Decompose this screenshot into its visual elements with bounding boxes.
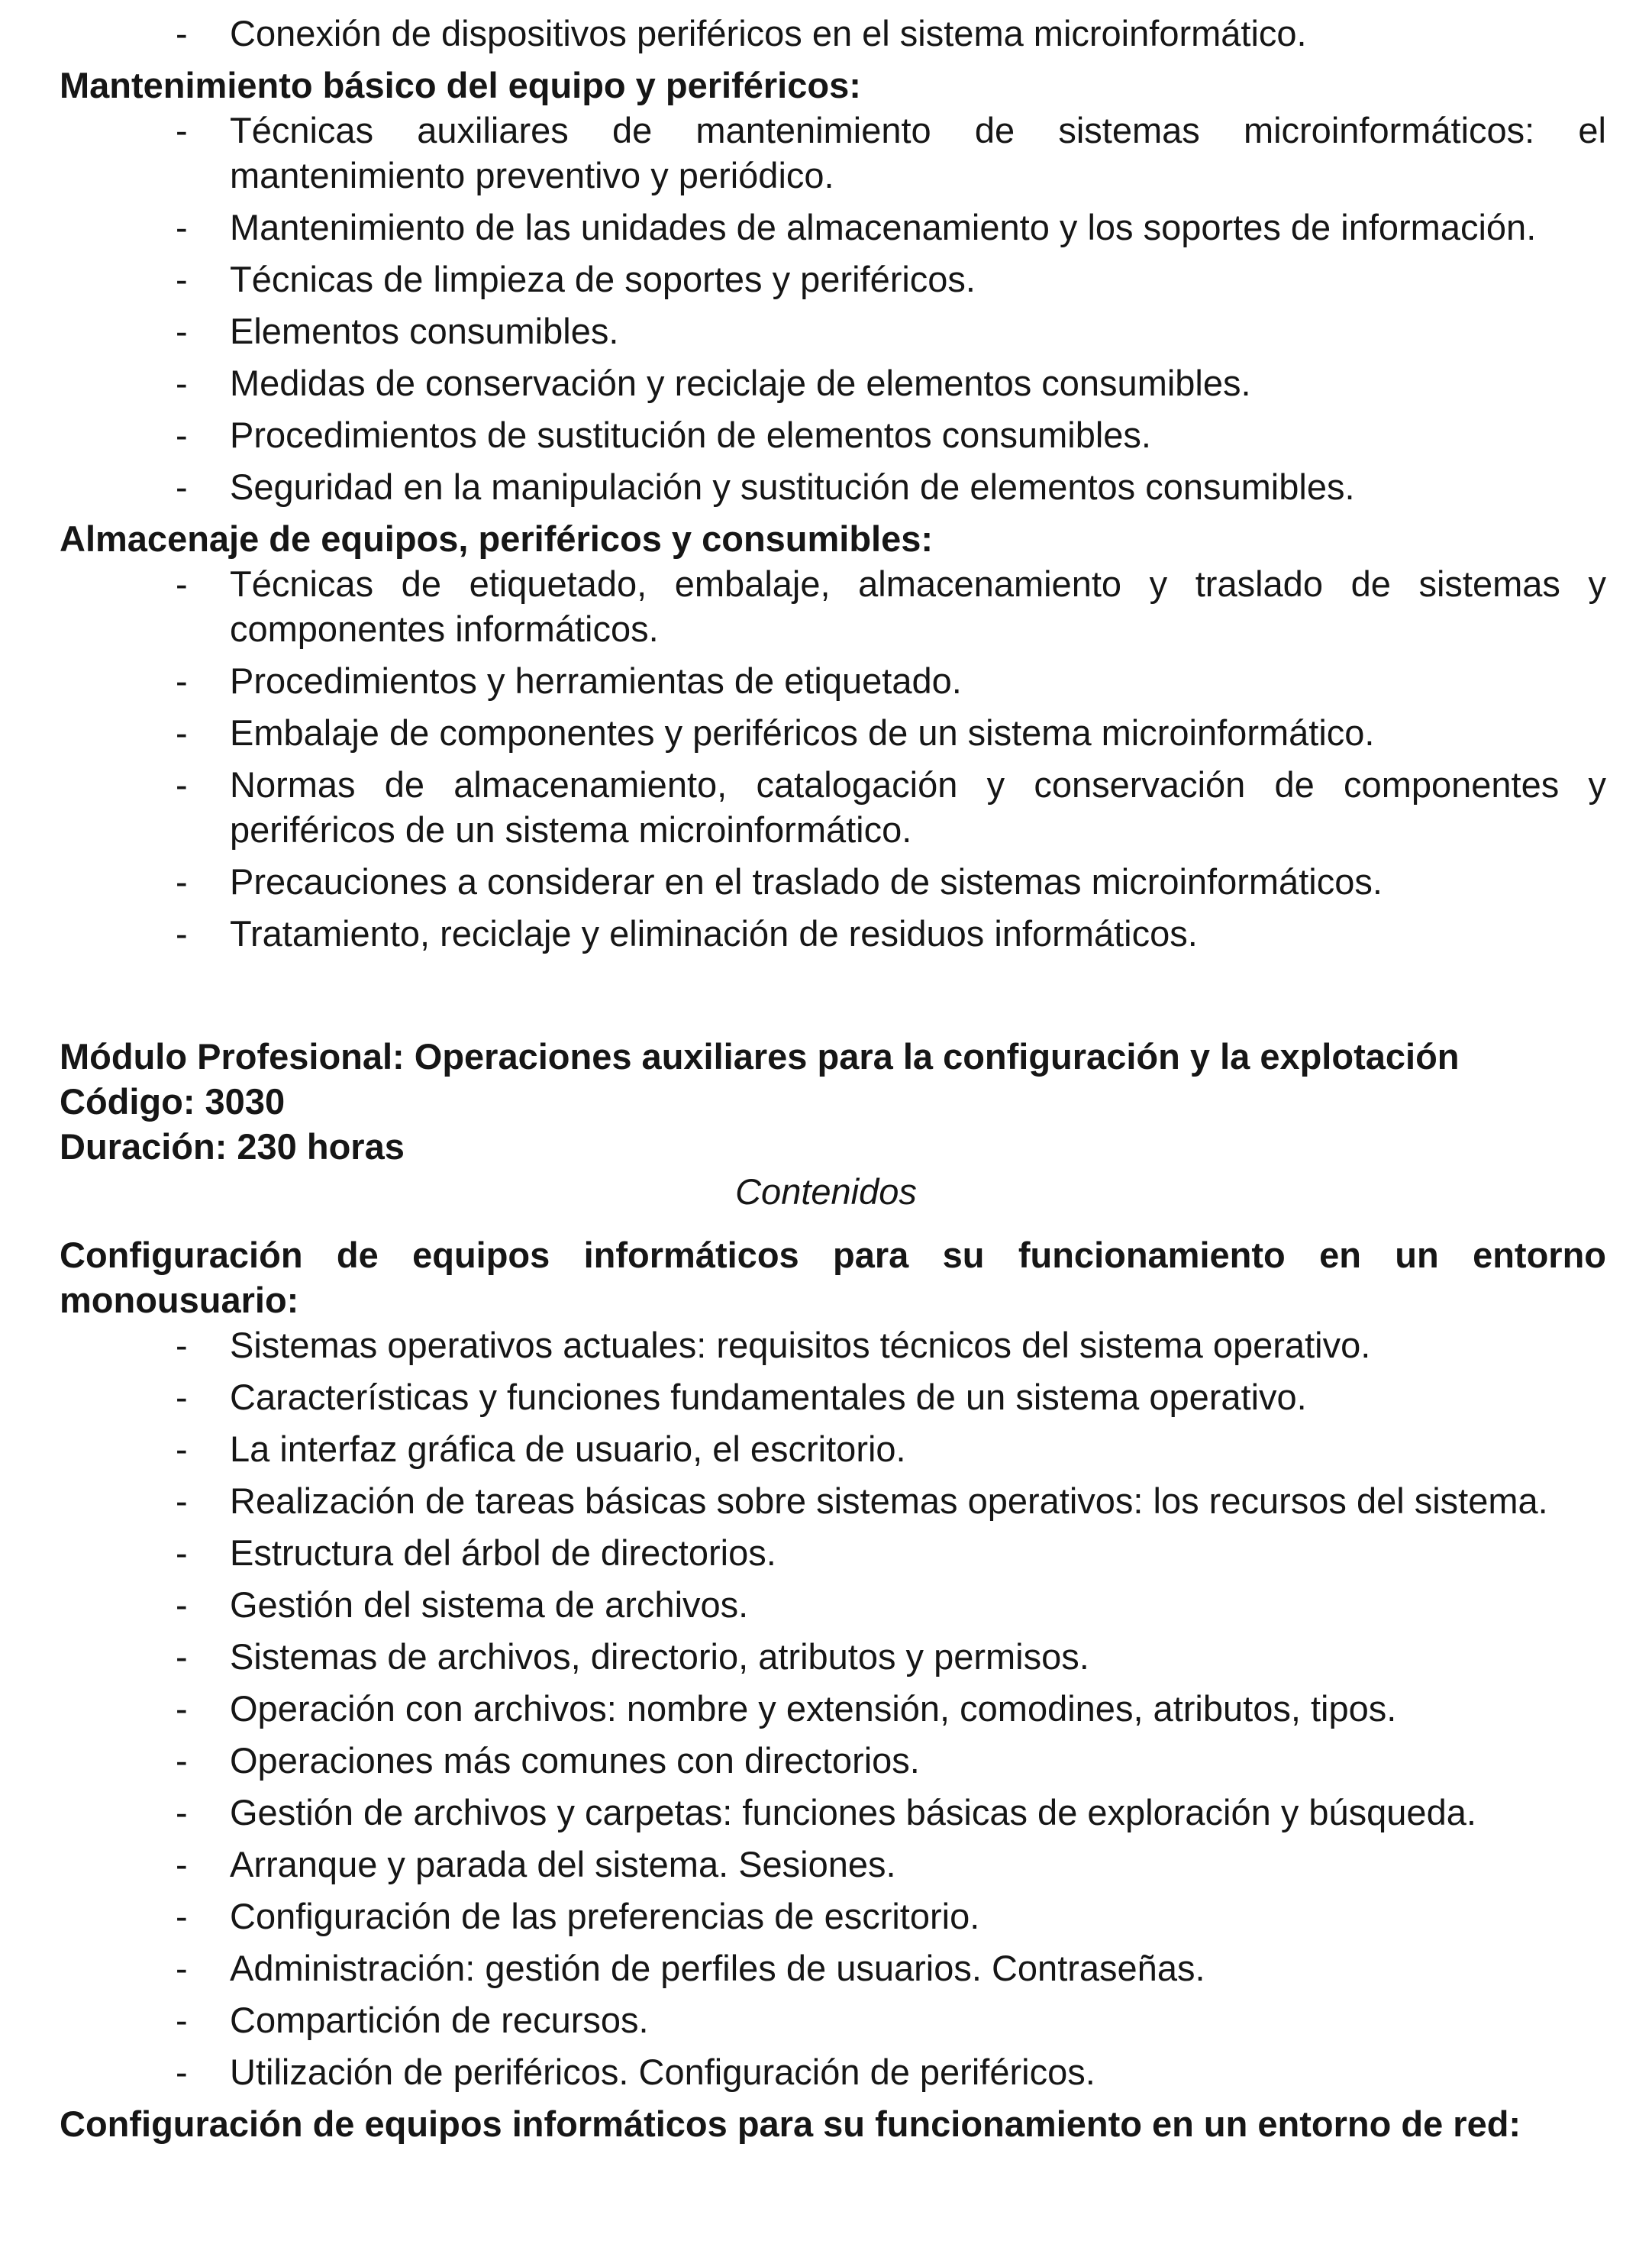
list-item bbox=[0, 1530, 1652, 1575]
list-item bbox=[0, 2049, 1652, 2094]
list-item bbox=[0, 1894, 1652, 1939]
list-item bbox=[0, 257, 1652, 302]
content-block-a bbox=[0, 11, 1652, 963]
list-item-text: Arranque y parada del sistema. Sesiones. bbox=[230, 1844, 896, 1884]
bullet-dash: - bbox=[176, 1896, 188, 1936]
list-item bbox=[0, 205, 1652, 250]
contents-label: Contenidos bbox=[735, 1171, 917, 1212]
bullet-dash: - bbox=[176, 110, 188, 150]
bullet-dash: - bbox=[176, 13, 188, 53]
bullet-dash: - bbox=[176, 415, 188, 455]
list-item-text: Gestión del sistema de archivos. bbox=[230, 1584, 749, 1625]
bullet-dash: - bbox=[176, 764, 188, 805]
bullet-dash: - bbox=[176, 2000, 188, 2040]
bullet-dash: - bbox=[176, 712, 188, 753]
bullet-dash: - bbox=[176, 1740, 188, 1781]
section-heading: Almacenaje de equipos, periféricos y consumibles: bbox=[60, 518, 934, 559]
bullet-dash: - bbox=[176, 1480, 188, 1521]
bullet-dash: - bbox=[176, 1377, 188, 1417]
list-item-text: Seguridad en la manipulación y sustitución de elementos consumibles. bbox=[230, 467, 1355, 507]
list-item-text: Sistemas operativos actuales: requisitos técnicos del sistema operativo. bbox=[230, 1325, 1371, 1365]
list-item-text: Operación con archivos: nombre y extensión, comodines, atributos, tipos. bbox=[230, 1688, 1397, 1729]
list-item bbox=[0, 1634, 1652, 1679]
bullet-dash: - bbox=[176, 1792, 188, 1832]
list-item-text: Procedimientos de sustitución de elementos consumibles. bbox=[230, 415, 1151, 455]
section-heading: Configuración de equipos informáticos para su funcionamiento en un entorno de red: bbox=[60, 2104, 1521, 2144]
list-item-text: Técnicas de etiquetado, embalaje, almacenamiento y traslado de sistemas y componentes informáticos. bbox=[230, 563, 1606, 649]
list-item bbox=[0, 1426, 1652, 1471]
module-header bbox=[0, 1034, 1652, 1214]
list-item bbox=[0, 11, 1652, 56]
list-item bbox=[0, 658, 1652, 703]
bullet-dash: - bbox=[176, 1429, 188, 1469]
bullet-dash: - bbox=[176, 1688, 188, 1729]
list-item bbox=[0, 561, 1652, 651]
list-item-text: Configuración de las preferencias de escritorio. bbox=[230, 1896, 980, 1936]
list-item-text: Utilización de periféricos. Configuración de periféricos. bbox=[230, 2052, 1095, 2092]
list-item-text: Características y funciones fundamentales de un sistema operativo. bbox=[230, 1377, 1307, 1417]
list-item-text: Gestión de archivos y carpetas: funciones básicas de exploración y búsqueda. bbox=[230, 1792, 1476, 1832]
list-item bbox=[0, 1686, 1652, 1731]
list-item-text: Conexión de dispositivos periféricos en el sistema microinformático. bbox=[230, 13, 1307, 53]
list-item-text: Elementos consumibles. bbox=[230, 311, 619, 351]
list-item bbox=[0, 464, 1652, 509]
list-item-text: La interfaz gráfica de usuario, el escritorio. bbox=[230, 1429, 906, 1469]
bullet-dash: - bbox=[176, 1325, 188, 1365]
bullet-dash: - bbox=[176, 259, 188, 299]
list-item bbox=[0, 412, 1652, 457]
bullet-dash: - bbox=[176, 1584, 188, 1625]
list-item bbox=[0, 1842, 1652, 1887]
list-item-text: Precauciones a considerar en el traslado de sistemas microinformáticos. bbox=[230, 861, 1383, 902]
list-item bbox=[0, 859, 1652, 904]
bullet-dash: - bbox=[176, 467, 188, 507]
list-item bbox=[0, 1478, 1652, 1523]
bullet-dash: - bbox=[176, 1948, 188, 1988]
bullet-dash: - bbox=[176, 660, 188, 701]
bullet-dash: - bbox=[176, 563, 188, 604]
list-item-text: Mantenimiento de las unidades de almacenamiento y los soportes de información. bbox=[230, 207, 1537, 247]
list-item-text: Realización de tareas básicas sobre sistemas operativos: los recursos del sistema. bbox=[230, 1480, 1548, 1521]
module-duration: Duración: 230 horas bbox=[60, 1126, 405, 1167]
list-item bbox=[0, 911, 1652, 956]
bullet-dash: - bbox=[176, 207, 188, 247]
list-item bbox=[0, 1582, 1652, 1627]
list-item bbox=[0, 1790, 1652, 1835]
list-item bbox=[0, 1997, 1652, 2042]
section-heading: Mantenimiento básico del equipo y periféricos: bbox=[60, 65, 861, 105]
list-item-text: Tratamiento, reciclaje y eliminación de residuos informáticos. bbox=[230, 913, 1198, 954]
content-block-b bbox=[0, 1232, 1652, 2146]
bullet-dash: - bbox=[176, 1532, 188, 1573]
list-item-text: Medidas de conservación y reciclaje de elementos consumibles. bbox=[230, 363, 1251, 403]
list-item bbox=[0, 1945, 1652, 1991]
bullet-dash: - bbox=[176, 1844, 188, 1884]
list-item bbox=[0, 308, 1652, 354]
list-item-text: Administración: gestión de perfiles de usuarios. Contraseñas. bbox=[230, 1948, 1205, 1988]
list-item bbox=[0, 762, 1652, 852]
bullet-dash: - bbox=[176, 1636, 188, 1677]
list-item bbox=[0, 1322, 1652, 1367]
bullet-dash: - bbox=[176, 913, 188, 954]
list-item bbox=[0, 1738, 1652, 1783]
list-item-text: Operaciones más comunes con directorios. bbox=[230, 1740, 920, 1781]
list-item-text: Compartición de recursos. bbox=[230, 2000, 649, 2040]
list-item bbox=[0, 1374, 1652, 1419]
bullet-dash: - bbox=[176, 2052, 188, 2092]
list-item-text: Embalaje de componentes y periféricos de un sistema microinformático. bbox=[230, 712, 1375, 753]
list-item-text: Estructura del árbol de directorios. bbox=[230, 1532, 776, 1573]
list-item bbox=[0, 360, 1652, 405]
section-heading: Configuración de equipos informáticos para su funcionamiento en un entorno monousuario: bbox=[60, 1235, 1606, 1320]
list-item bbox=[0, 710, 1652, 755]
list-item bbox=[0, 108, 1652, 198]
list-item-text: Técnicas auxiliares de mantenimiento de sistemas microinformáticos: el mantenimiento preventivo y periódico. bbox=[230, 110, 1606, 195]
module-code: Código: 3030 bbox=[60, 1081, 286, 1122]
list-item-text: Sistemas de archivos, directorio, atributos y permisos. bbox=[230, 1636, 1089, 1677]
bullet-dash: - bbox=[176, 861, 188, 902]
list-item-text: Normas de almacenamiento, catalogación y conservación de componentes y periféricos de un sistema microinformático. bbox=[230, 764, 1606, 850]
list-item-text: Procedimientos y herramientas de etiquetado. bbox=[230, 660, 962, 701]
list-item-text: Técnicas de limpieza de soportes y periféricos. bbox=[230, 259, 976, 299]
bullet-dash: - bbox=[176, 363, 188, 403]
module-title: Módulo Profesional: Operaciones auxiliares para la configuración y la explotación bbox=[60, 1036, 1460, 1077]
bullet-dash: - bbox=[176, 311, 188, 351]
